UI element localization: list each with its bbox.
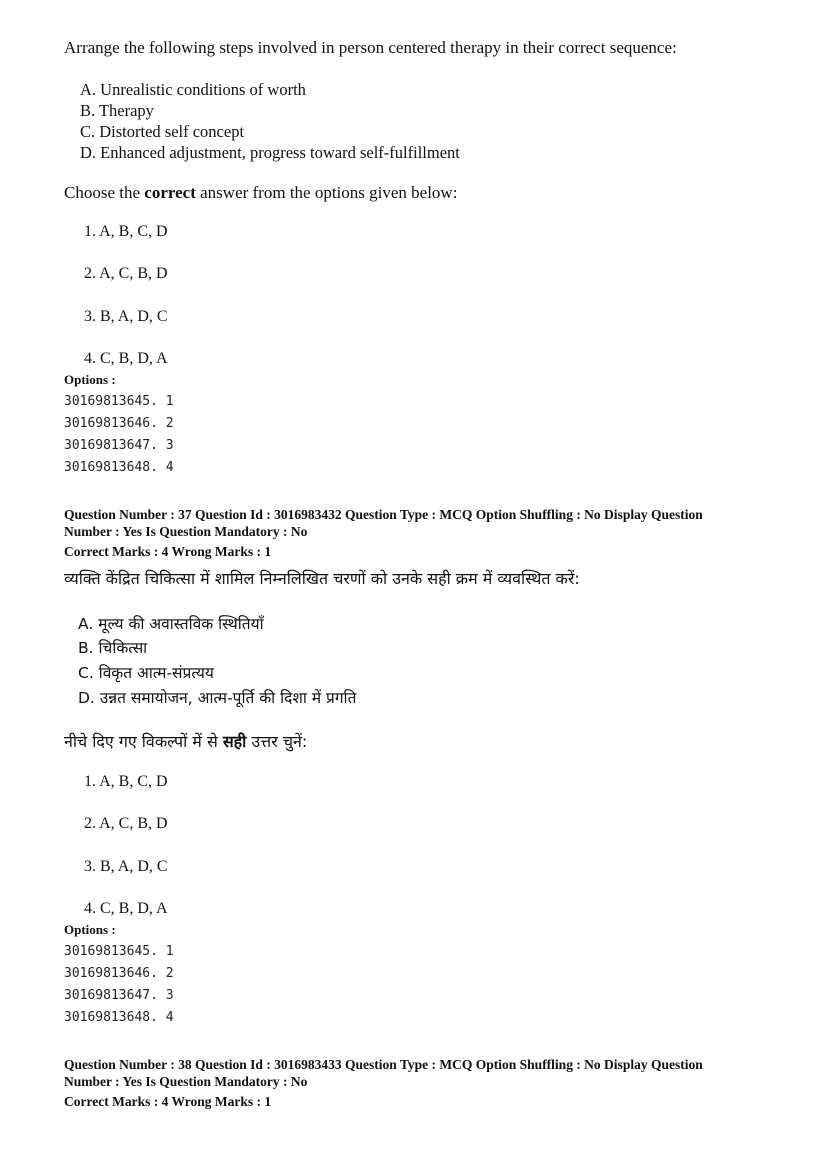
q37-options-label: Options : bbox=[64, 922, 116, 937]
q36-choice-2: 2. A, C, B, D bbox=[84, 265, 168, 282]
q36-step-a: A. Unrealistic conditions of worth bbox=[80, 80, 306, 99]
q36-choice-3: 3. B, A, D, C bbox=[84, 308, 168, 325]
q37-choice-3: 3. B, A, D, C bbox=[84, 858, 168, 875]
q36-prompt: Arrange the following steps involved in person centered therapy in their correct sequence: bbox=[64, 38, 677, 57]
q38-marks: Correct Marks : 4 Wrong Marks : 1 bbox=[64, 1094, 272, 1109]
q36-instruction-bold: correct bbox=[144, 183, 196, 202]
q36-choice-1: 1. A, B, C, D bbox=[84, 223, 168, 240]
q37-step-d: D. उन्नत समायोजन, आत्म-पूर्ति की दिशा में प्रगति bbox=[78, 689, 357, 707]
q36-option-id-2: 30169813646. 2 bbox=[64, 416, 174, 431]
q37-marks: Correct Marks : 4 Wrong Marks : 1 bbox=[64, 544, 272, 559]
q38-meta-line-2: Number : Yes Is Question Mandatory : No bbox=[64, 1074, 308, 1089]
q37-meta-line-2: Number : Yes Is Question Mandatory : No bbox=[64, 524, 308, 539]
q37-choice-4: 4. C, B, D, A bbox=[84, 900, 168, 917]
q37-choice-1: 1. A, B, C, D bbox=[84, 773, 168, 790]
q37-option-id-4: 30169813648. 4 bbox=[64, 1010, 174, 1025]
q37-option-id-1: 30169813645. 1 bbox=[64, 944, 174, 959]
q36-option-id-4: 30169813648. 4 bbox=[64, 460, 174, 475]
q37-step-c: C. विकृत आत्म-संप्रत्यय bbox=[78, 664, 214, 682]
q37-step-b: B. चिकित्सा bbox=[78, 639, 148, 657]
q38-meta-line-1: Question Number : 38 Question Id : 3016983433 Question Type : MCQ Option Shuffling : No Display Question bbox=[64, 1057, 703, 1072]
q36-instruction-pre: Choose the bbox=[64, 183, 145, 202]
q36-choice-4: 4. C, B, D, A bbox=[84, 350, 168, 367]
q37-instruction-bold: सही bbox=[222, 732, 247, 751]
q37-option-id-3: 30169813647. 3 bbox=[64, 988, 174, 1003]
q37-option-id-2: 30169813646. 2 bbox=[64, 966, 174, 981]
q36-option-id-1: 30169813645. 1 bbox=[64, 394, 174, 409]
q37-meta-line-1: Question Number : 37 Question Id : 3016983432 Question Type : MCQ Option Shuffling : No Display Question bbox=[64, 507, 703, 522]
q37-instruction-post: उत्तर चुनें: bbox=[246, 732, 308, 751]
q37-choice-2: 2. A, C, B, D bbox=[84, 815, 168, 832]
q36-step-c: C. Distorted self concept bbox=[80, 122, 245, 141]
q36-step-d: D. Enhanced adjustment, progress toward self-fulfillment bbox=[80, 143, 460, 162]
q37-step-a: A. मूल्य की अवास्तविक स्थितियाँ bbox=[78, 615, 264, 633]
q36-instruction bbox=[64, 183, 457, 203]
q37-instruction bbox=[64, 730, 307, 752]
q36-instruction-post: answer from the options given below: bbox=[195, 183, 458, 202]
q36-options-label: Options : bbox=[64, 372, 116, 387]
q36-step-b: B. Therapy bbox=[80, 101, 154, 120]
q37-prompt: व्यक्ति केंद्रित चिकित्सा में शामिल निम्नलिखित चरणों को उनके सही क्रम में व्यवस्थित करें: bbox=[64, 569, 580, 588]
q36-option-id-3: 30169813647. 3 bbox=[64, 438, 174, 453]
q37-instruction-pre: नीचे दिए गए विकल्पों में से bbox=[64, 732, 223, 751]
